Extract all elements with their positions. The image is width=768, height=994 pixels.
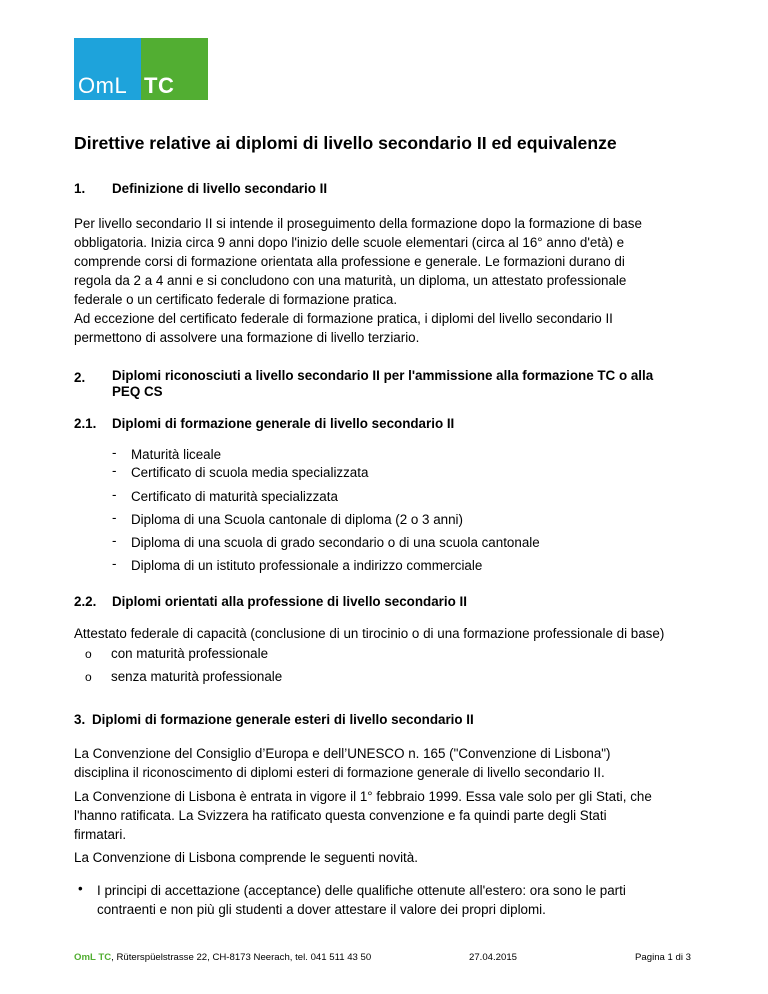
paragraph-line: contraenti e non più gli studenti a dover attestare il valore dei propri diplomi. (97, 902, 546, 917)
subsection21-number: 2.1. (74, 416, 97, 431)
heading-line: PEQ CS (112, 384, 163, 399)
list-dash: - (112, 556, 117, 571)
section3-heading: Diplomi di formazione generale esteri di livello secondario II (92, 712, 474, 727)
footer-address (74, 952, 371, 963)
bullet-item (97, 881, 702, 919)
section3-paragraph2 (74, 787, 699, 844)
list-item: Maturità liceale (131, 447, 222, 462)
paragraph-line: permettono di assolvere una formazione di livello terziario. (74, 330, 420, 345)
list-item: senza maturità professionale (111, 669, 283, 684)
list-dash: - (112, 487, 117, 502)
list-item: Diploma di una Scuola cantonale di diploma (2 o 3 anni) (131, 512, 463, 527)
subsection22-number: 2.2. (74, 594, 97, 609)
section2-number: 2. (74, 370, 86, 385)
section3-paragraph1 (74, 744, 699, 782)
paragraph-line: Per livello secondario II si intende il proseguimento della formazione dopo la formazione di base (74, 216, 642, 231)
paragraph-line: Ad eccezione del certificato federale di formazione pratica, i diplomi del livello secondario II (74, 311, 613, 326)
logo-oml-block (74, 38, 141, 100)
list-item: Certificato di maturità specializzata (131, 489, 338, 504)
list-item: con maturità professionale (111, 646, 269, 661)
paragraph-line: l'hanno ratificata. La Svizzera ha ratificato questa convenzione e fa quindi parte degli Stati (74, 808, 607, 823)
paragraph-line: comprende corsi di formazione orientata alla professione e generale. Le formazioni durano di (74, 254, 625, 269)
list-dash: - (112, 445, 117, 460)
logo-oml-text: OmL (78, 73, 128, 98)
section2-heading (112, 368, 653, 400)
section1-paragraph1 (74, 214, 699, 309)
section3-paragraph3: La Convenzione di Lisbona comprende le seguenti novità. (74, 850, 418, 865)
section1-paragraph2 (74, 309, 699, 347)
footer-date: 27.04.2015 (469, 952, 518, 963)
paragraph-line: disciplina il riconoscimento di diplomi esteri di formazione generale di livello secondario II. (74, 765, 605, 780)
logo-tc-text: TC (144, 73, 175, 98)
list-dash: - (112, 533, 117, 548)
subsection22-intro: Attestato federale di capacità (conclusione di un tirocinio o di una formazione professionale di base) (74, 626, 665, 641)
section1-number: 1. (74, 181, 86, 196)
list-dash: - (112, 510, 117, 525)
paragraph-line: federale o un certificato federale di formazione pratica. (74, 292, 398, 307)
list-item: Diploma di un istituto professionale a indirizzo commerciale (131, 558, 483, 573)
subsection22-heading: Diplomi orientati alla professione di livello secondario II (112, 594, 467, 609)
circle-bullet: o (85, 647, 92, 661)
circle-bullet: o (85, 670, 92, 684)
paragraph-line: firmatari. (74, 827, 127, 842)
list-item: Certificato di scuola media specializzata (131, 465, 369, 480)
subsection21-heading: Diplomi di formazione generale di livello secondario II (112, 416, 455, 431)
section3-number: 3. (74, 712, 86, 727)
bullet-marker: • (78, 881, 83, 896)
paragraph-line: regola da 2 a 4 anni e si concludono con una maturità, un diploma, un attestato professionale (74, 273, 627, 288)
footer-brand: OmL TC (74, 952, 112, 963)
footer-page-number: Pagina 1 di 3 (635, 952, 692, 963)
section1-heading: Definizione di livello secondario II (112, 181, 328, 196)
paragraph-line: obbligatoria. Inizia circa 9 anni dopo l'inizio delle scuole elementari (circa al 16° anno d'età) e (74, 235, 625, 250)
document-title: Direttive relative ai diplomi di livello secondario II ed equivalenze (74, 133, 617, 153)
list-dash: - (112, 463, 117, 478)
paragraph-line: La Convenzione di Lisbona è entrata in vigore il 1° febbraio 1999. Essa vale solo per gli Stati, che (74, 789, 652, 804)
heading-line: Diplomi riconosciuti a livello secondario II per l'ammissione alla formazione TC o alla (112, 368, 654, 383)
paragraph-line: La Convenzione del Consiglio d’Europa e dell’UNESCO n. 165 ("Convenzione di Lisbona") (74, 746, 611, 761)
oml-tc-logo (74, 38, 208, 100)
footer-address-text: , Rüterspüelstrasse 22, CH-8173 Neerach, tel. 041 511 43 50 (111, 952, 372, 963)
list-item: Diploma di una scuola di grado secondario o di una scuola cantonale (131, 535, 540, 550)
logo-tc-block (141, 38, 208, 100)
paragraph-line: I principi di accettazione (acceptance) delle qualifiche ottenute all'estero: ora sono le parti (97, 883, 626, 898)
